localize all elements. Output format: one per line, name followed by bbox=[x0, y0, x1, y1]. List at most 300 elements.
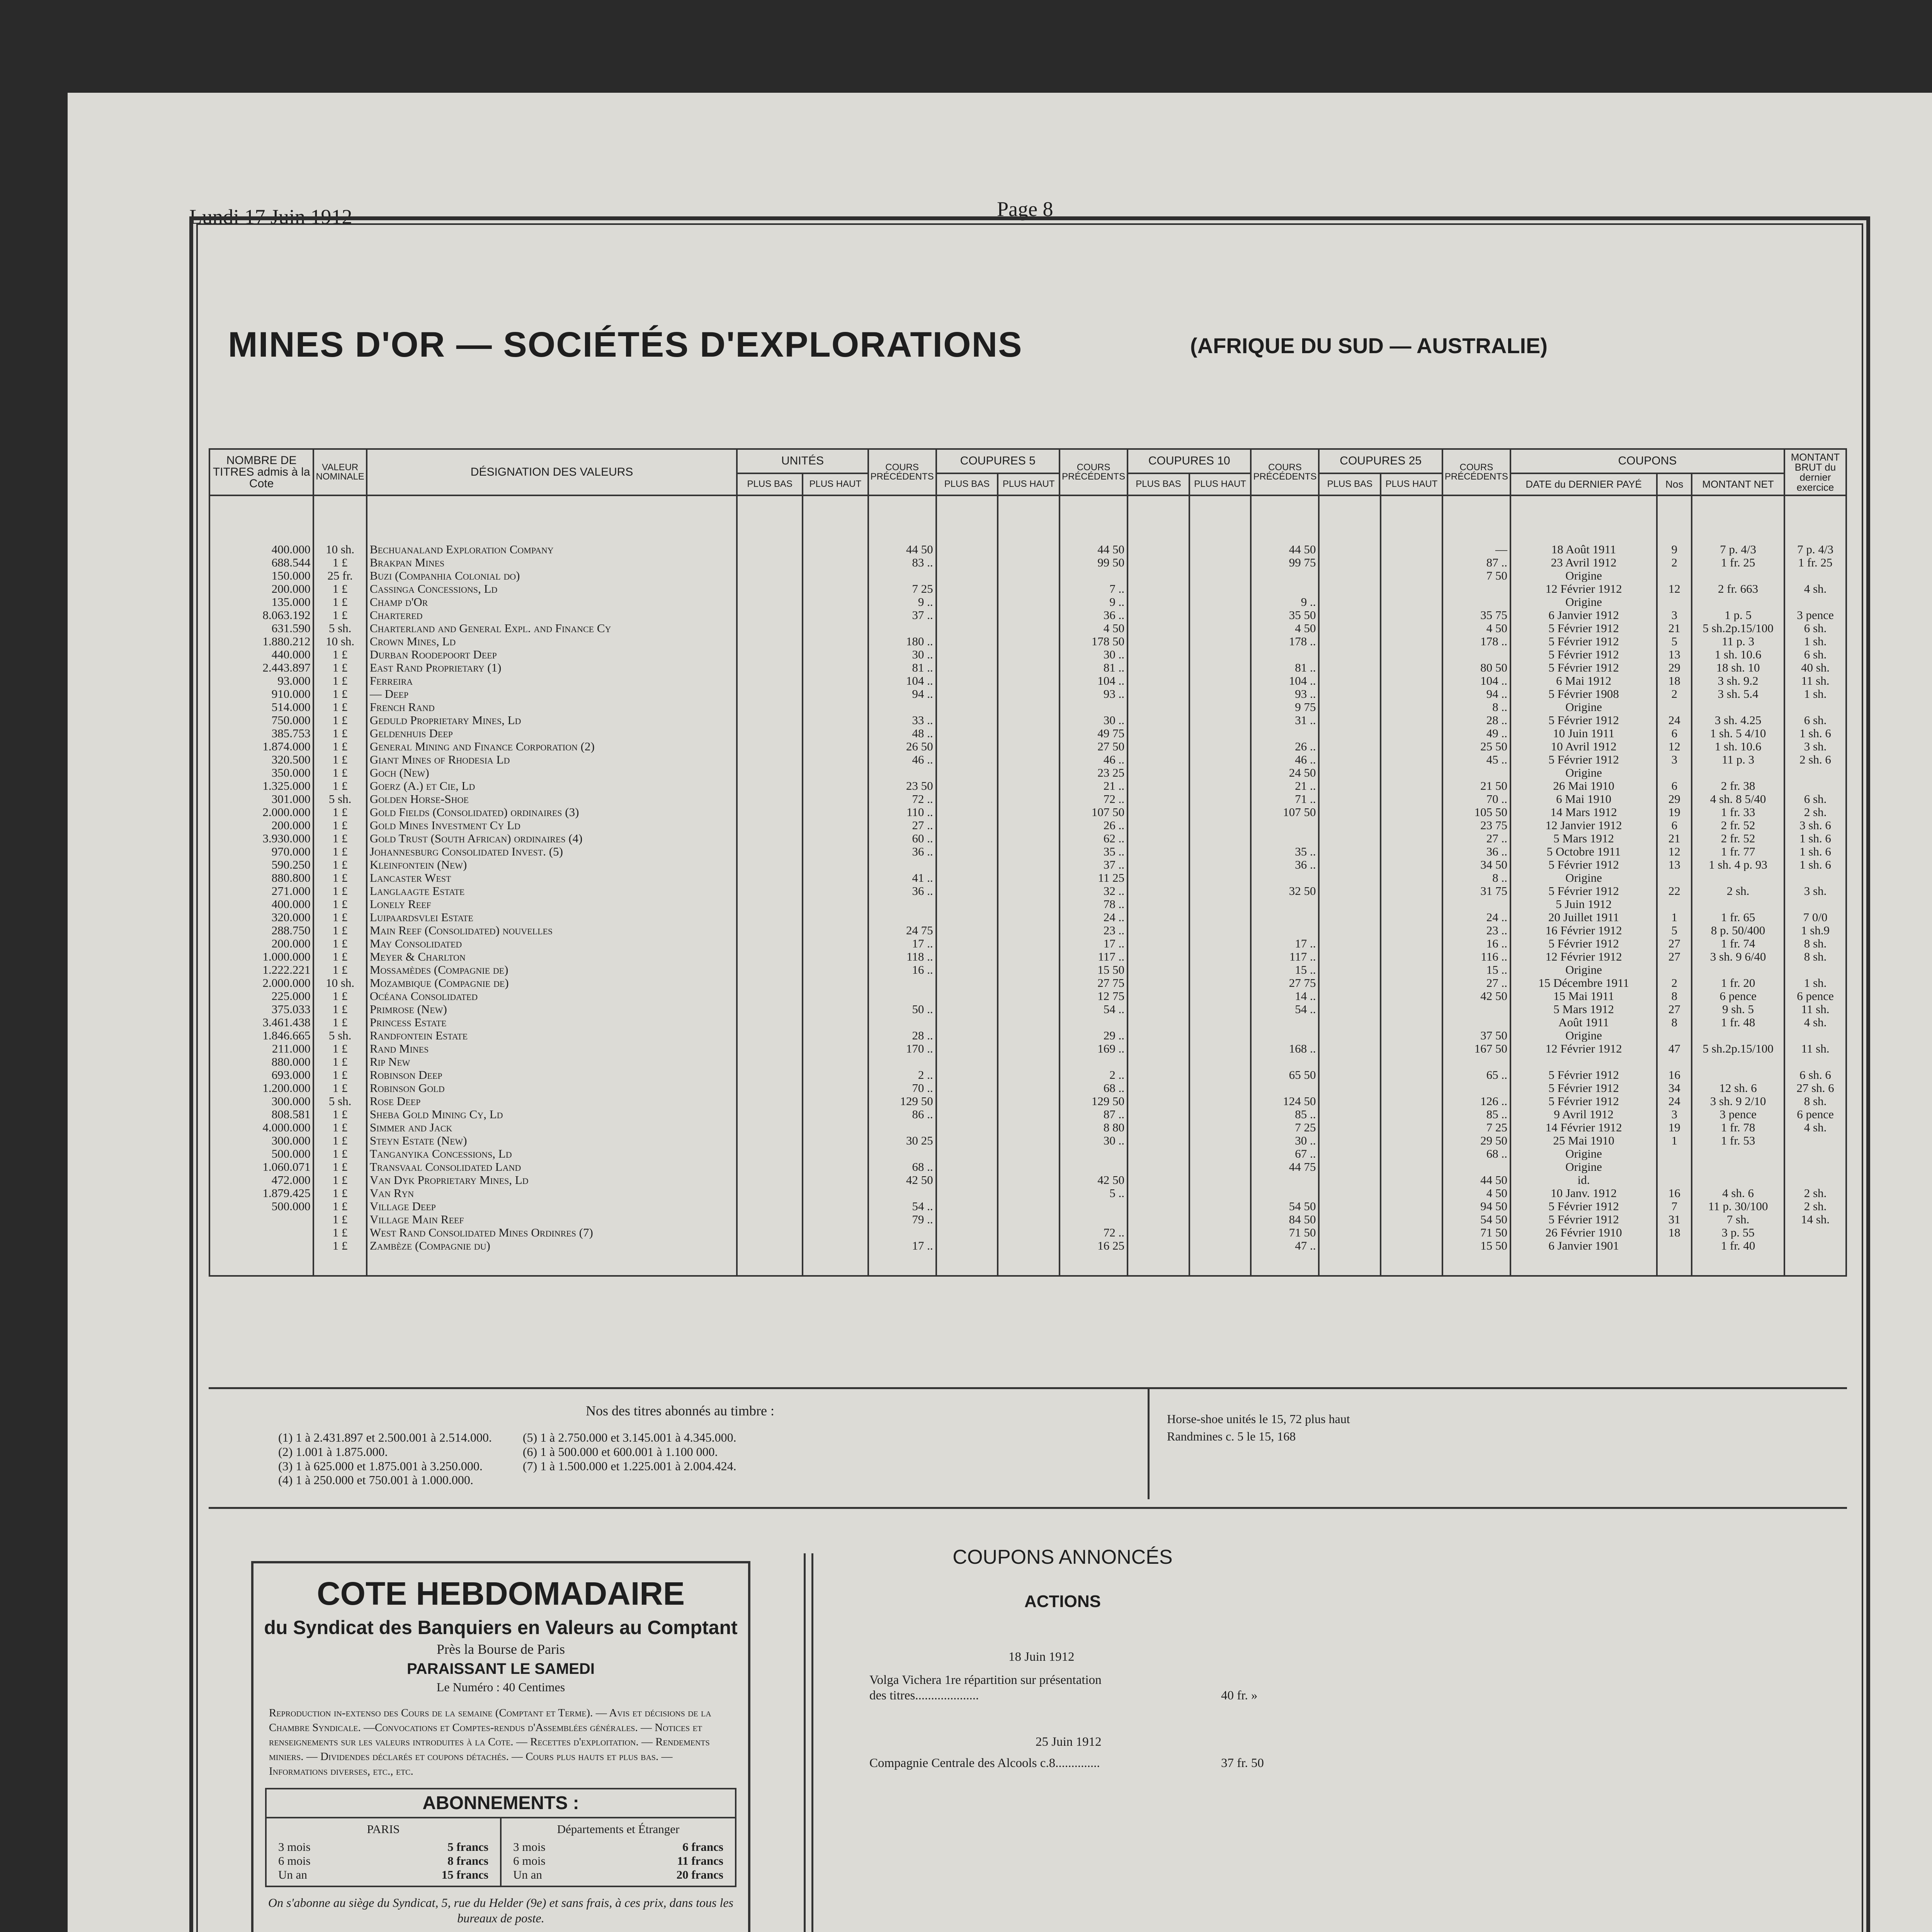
designation-cell: Crown Mines, Ld bbox=[367, 634, 737, 648]
unites-bas-cell bbox=[737, 1173, 803, 1186]
designation-cell: Buzi (Companhia Colonial do) bbox=[367, 569, 737, 582]
cours-cell: 129 50 bbox=[868, 1094, 936, 1107]
date-paye-cell: 5 Février 1912 bbox=[1510, 937, 1657, 950]
nombre-cell: 1.000.000 bbox=[209, 950, 313, 963]
abon-price: 5 francs bbox=[447, 1840, 488, 1854]
cours-cell: 17 .. bbox=[1251, 937, 1319, 950]
cours-cell: 28 .. bbox=[868, 1029, 936, 1042]
valeur-cell: 1 £ bbox=[313, 1186, 366, 1199]
unites-haut-cell bbox=[803, 1199, 868, 1213]
paris-heading: PARIS bbox=[367, 1822, 400, 1836]
cours-cell: 7 .. bbox=[1060, 582, 1128, 595]
cours-cell: 21 50 bbox=[1442, 779, 1510, 792]
cours-cell: 7 25 bbox=[868, 582, 936, 595]
montant-net-cell: 2 fr. 52 bbox=[1692, 818, 1784, 832]
cours-cell: 72 .. bbox=[868, 792, 936, 805]
unites-haut-cell bbox=[803, 1055, 868, 1068]
nombre-cell: 2.443.897 bbox=[209, 661, 313, 674]
c25-bas-cell bbox=[1319, 766, 1381, 779]
spacer-cell bbox=[1251, 495, 1319, 543]
c25-bas-cell bbox=[1319, 608, 1381, 621]
coupon-no-cell: 21 bbox=[1657, 621, 1692, 634]
unites-bas-cell bbox=[737, 858, 803, 871]
table-row bbox=[209, 832, 1846, 845]
coupon-no-cell bbox=[1657, 1173, 1692, 1186]
c25-haut-cell bbox=[1381, 976, 1442, 989]
c25-haut-cell bbox=[1381, 845, 1442, 858]
c25-bas-cell bbox=[1319, 1173, 1381, 1186]
unites-haut-cell bbox=[803, 582, 868, 595]
c5-haut-cell bbox=[998, 845, 1060, 858]
nombre-cell: 400.000 bbox=[209, 543, 313, 556]
unites-bas-cell bbox=[737, 950, 803, 963]
cours-cell: 35 50 bbox=[1251, 608, 1319, 621]
designation-cell: Gold Fields (Consolidated) ordinaires (3) bbox=[367, 805, 737, 818]
c10-haut-cell bbox=[1189, 963, 1251, 976]
valeur-cell: 1 £ bbox=[313, 1226, 366, 1239]
unites-bas-cell bbox=[737, 1002, 803, 1015]
date-paye-cell: id. bbox=[1510, 1173, 1657, 1186]
c25-bas-cell bbox=[1319, 634, 1381, 648]
c10-haut-cell bbox=[1189, 582, 1251, 595]
unites-haut-cell bbox=[803, 556, 868, 569]
cours-cell bbox=[1251, 1081, 1319, 1094]
cours-cell: 44 50 bbox=[1251, 543, 1319, 556]
valeur-cell: 1 £ bbox=[313, 726, 366, 740]
c5-bas-cell bbox=[936, 766, 998, 779]
c5-haut-cell bbox=[998, 779, 1060, 792]
departements-heading: Départements et Étranger bbox=[557, 1822, 680, 1836]
montant-brut-cell: 3 sh. 6 bbox=[1784, 818, 1846, 832]
c10-bas-cell bbox=[1128, 871, 1189, 884]
unites-haut-cell bbox=[803, 1186, 868, 1199]
unites-bas-cell bbox=[737, 1160, 803, 1173]
c10-bas-cell bbox=[1128, 661, 1189, 674]
valeur-cell: 1 £ bbox=[313, 858, 366, 871]
c5-haut-cell bbox=[998, 1068, 1060, 1081]
unites-haut-cell bbox=[803, 1226, 868, 1239]
c5-bas-cell bbox=[936, 700, 998, 713]
c5-bas-cell bbox=[936, 713, 998, 726]
c5-haut-cell bbox=[998, 1002, 1060, 1015]
designation-cell: — Deep bbox=[367, 687, 737, 700]
designation-cell: Van Dyk Proprietary Mines, Ld bbox=[367, 1173, 737, 1186]
c25-haut-cell bbox=[1381, 595, 1442, 608]
valeur-cell: 1 £ bbox=[313, 674, 366, 687]
designation-cell: Princess Estate bbox=[367, 1015, 737, 1029]
col-plus-bas: PLUS BAS bbox=[1319, 473, 1381, 495]
cours-cell: 67 .. bbox=[1251, 1147, 1319, 1160]
montant-net-cell bbox=[1692, 871, 1784, 884]
nombre-cell: 500.000 bbox=[209, 1199, 313, 1213]
cours-cell: 81 .. bbox=[1060, 661, 1128, 674]
coupon-no-cell: 6 bbox=[1657, 726, 1692, 740]
note-item: (2) 1.001 à 1.875.000. bbox=[278, 1444, 388, 1459]
montant-net-cell: 1 fr. 20 bbox=[1692, 976, 1784, 989]
spacer-cell bbox=[998, 495, 1060, 543]
nombre-cell bbox=[209, 1213, 313, 1226]
montant-brut-cell: 6 sh. bbox=[1784, 621, 1846, 634]
date-paye-cell: 14 Mars 1912 bbox=[1510, 805, 1657, 818]
c10-haut-cell bbox=[1189, 923, 1251, 937]
coupon-no-cell: 16 bbox=[1657, 1186, 1692, 1199]
c10-bas-cell bbox=[1128, 1042, 1189, 1055]
unites-bas-cell bbox=[737, 700, 803, 713]
montant-brut-cell: 6 sh. bbox=[1784, 792, 1846, 805]
cours-cell: 54 .. bbox=[1060, 1002, 1128, 1015]
c5-haut-cell bbox=[998, 818, 1060, 832]
table-row bbox=[209, 976, 1846, 989]
unites-haut-cell bbox=[803, 832, 868, 845]
montant-brut-cell: 27 sh. 6 bbox=[1784, 1081, 1846, 1094]
unites-haut-cell bbox=[803, 608, 868, 621]
cours-cell: 44 75 bbox=[1251, 1160, 1319, 1173]
date-paye-cell: 16 Février 1912 bbox=[1510, 923, 1657, 937]
c25-haut-cell bbox=[1381, 1173, 1442, 1186]
notes-heading: Nos des titres abonnés au timbre : bbox=[586, 1403, 774, 1418]
date-paye-cell: 5 Février 1908 bbox=[1510, 687, 1657, 700]
unites-haut-cell bbox=[803, 726, 868, 740]
c5-bas-cell bbox=[936, 1160, 998, 1173]
abonnements-title: ABONNEMENTS : bbox=[267, 1789, 735, 1818]
unites-haut-cell bbox=[803, 937, 868, 950]
c5-bas-cell bbox=[936, 1015, 998, 1029]
spacer-cell bbox=[209, 495, 313, 543]
c25-bas-cell bbox=[1319, 595, 1381, 608]
c25-bas-cell bbox=[1319, 1002, 1381, 1015]
c10-bas-cell bbox=[1128, 543, 1189, 556]
montant-net-cell: 5 sh.2p.15/100 bbox=[1692, 621, 1784, 634]
c5-haut-cell bbox=[998, 1160, 1060, 1173]
cours-cell: 23 .. bbox=[1060, 923, 1128, 937]
cours-cell: 93 .. bbox=[1251, 687, 1319, 700]
date-paye-cell: 14 Février 1912 bbox=[1510, 1121, 1657, 1134]
c25-bas-cell bbox=[1319, 1186, 1381, 1199]
c5-bas-cell bbox=[936, 1121, 998, 1134]
spacer-cell bbox=[1784, 495, 1846, 543]
nombre-cell: 350.000 bbox=[209, 766, 313, 779]
spacer-cell bbox=[1692, 1252, 1784, 1276]
c5-haut-cell bbox=[998, 661, 1060, 674]
nombre-cell: 93.000 bbox=[209, 674, 313, 687]
coupon-no-cell: 1 bbox=[1657, 910, 1692, 923]
date-paye-cell: 10 Avril 1912 bbox=[1510, 740, 1657, 753]
cours-cell: 35 .. bbox=[1060, 845, 1128, 858]
c10-haut-cell bbox=[1189, 1015, 1251, 1029]
cours-cell bbox=[1251, 910, 1319, 923]
table-row bbox=[209, 805, 1846, 818]
c5-bas-cell bbox=[936, 1226, 998, 1239]
cours-cell: 169 .. bbox=[1060, 1042, 1128, 1055]
cours-cell: 23 .. bbox=[1442, 923, 1510, 937]
c5-haut-cell bbox=[998, 832, 1060, 845]
cours-cell bbox=[1442, 595, 1510, 608]
c25-bas-cell bbox=[1319, 674, 1381, 687]
c25-haut-cell bbox=[1381, 608, 1442, 621]
designation-cell: Golden Horse-Shoe bbox=[367, 792, 737, 805]
c25-bas-cell bbox=[1319, 621, 1381, 634]
unites-bas-cell bbox=[737, 1147, 803, 1160]
c25-haut-cell bbox=[1381, 1029, 1442, 1042]
c25-haut-cell bbox=[1381, 818, 1442, 832]
montant-net-cell bbox=[1692, 569, 1784, 582]
note-item: (3) 1 à 625.000 et 1.875.001 à 3.250.000. bbox=[278, 1459, 483, 1473]
table-row bbox=[209, 582, 1846, 595]
cours-cell: 36 .. bbox=[868, 845, 936, 858]
c10-haut-cell bbox=[1189, 621, 1251, 634]
cours-cell: 94 50 bbox=[1442, 1199, 1510, 1213]
c5-bas-cell bbox=[936, 950, 998, 963]
cours-cell bbox=[1251, 818, 1319, 832]
date-paye-cell: 5 Février 1912 bbox=[1510, 1199, 1657, 1213]
cours-cell: 129 50 bbox=[1060, 1094, 1128, 1107]
cours-cell: 85 .. bbox=[1442, 1107, 1510, 1121]
valeur-cell: 10 sh. bbox=[313, 543, 366, 556]
c25-bas-cell bbox=[1319, 1107, 1381, 1121]
c5-haut-cell bbox=[998, 1029, 1060, 1042]
coupon-no-cell: 2 bbox=[1657, 687, 1692, 700]
c25-haut-cell bbox=[1381, 1081, 1442, 1094]
valeur-cell: 1 £ bbox=[313, 937, 366, 950]
cours-cell bbox=[868, 700, 936, 713]
spacer-cell bbox=[1442, 495, 1510, 543]
cours-cell: 30 25 bbox=[868, 1134, 936, 1147]
nombre-cell: 1.880.212 bbox=[209, 634, 313, 648]
page-date: Lundi 17 Juin 1912 bbox=[189, 205, 352, 228]
nombre-cell: 320.000 bbox=[209, 910, 313, 923]
cours-cell: 26 .. bbox=[1251, 740, 1319, 753]
montant-net-cell: 3 sh. 9 2/10 bbox=[1692, 1094, 1784, 1107]
table-row bbox=[209, 884, 1846, 897]
table-row bbox=[209, 1199, 1846, 1213]
c5-haut-cell bbox=[998, 1081, 1060, 1094]
c25-bas-cell bbox=[1319, 648, 1381, 661]
cours-cell bbox=[868, 1121, 936, 1134]
cours-cell: 7 50 bbox=[1442, 569, 1510, 582]
c10-haut-cell bbox=[1189, 543, 1251, 556]
cours-cell bbox=[1442, 1160, 1510, 1173]
cours-cell: 7 25 bbox=[1251, 1121, 1319, 1134]
c10-haut-cell bbox=[1189, 1029, 1251, 1042]
date-paye-cell: Origine bbox=[1510, 1147, 1657, 1160]
unites-bas-cell bbox=[737, 897, 803, 910]
cours-cell: 110 .. bbox=[868, 805, 936, 818]
designation-cell: Cassinga Concessions, Ld bbox=[367, 582, 737, 595]
c10-bas-cell bbox=[1128, 779, 1189, 792]
unites-bas-cell bbox=[737, 595, 803, 608]
c25-bas-cell bbox=[1319, 871, 1381, 884]
cours-cell: 30 .. bbox=[1060, 648, 1128, 661]
c5-haut-cell bbox=[998, 1055, 1060, 1068]
c5-haut-cell bbox=[998, 674, 1060, 687]
designation-cell: Goch (New) bbox=[367, 766, 737, 779]
cours-cell: 9 .. bbox=[1060, 595, 1128, 608]
montant-brut-cell bbox=[1784, 1134, 1846, 1147]
c10-bas-cell bbox=[1128, 950, 1189, 963]
unites-haut-cell bbox=[803, 818, 868, 832]
designation-cell: Meyer & Charlton bbox=[367, 950, 737, 963]
cours-cell: 2 .. bbox=[1060, 1068, 1128, 1081]
date-paye-cell: 5 Février 1912 bbox=[1510, 858, 1657, 871]
montant-brut-cell: 1 sh. bbox=[1784, 634, 1846, 648]
c5-bas-cell bbox=[936, 634, 998, 648]
designation-cell: Randfontein Estate bbox=[367, 1029, 737, 1042]
unites-bas-cell bbox=[737, 871, 803, 884]
table-row bbox=[209, 766, 1846, 779]
date-paye-cell: 6 Janvier 1901 bbox=[1510, 1239, 1657, 1252]
spacer-cell bbox=[1657, 495, 1692, 543]
c25-bas-cell bbox=[1319, 1029, 1381, 1042]
date-paye-cell: 5 Février 1912 bbox=[1510, 884, 1657, 897]
c5-haut-cell bbox=[998, 1199, 1060, 1213]
spacer-cell bbox=[367, 495, 737, 543]
coupon-no-cell: 3 bbox=[1657, 1107, 1692, 1121]
cours-cell: 21 .. bbox=[1251, 779, 1319, 792]
c10-haut-cell bbox=[1189, 897, 1251, 910]
cours-cell: 8 .. bbox=[1442, 700, 1510, 713]
cours-cell bbox=[868, 1147, 936, 1160]
unites-bas-cell bbox=[737, 766, 803, 779]
spacer-cell bbox=[1381, 495, 1442, 543]
unites-bas-cell bbox=[737, 569, 803, 582]
montant-brut-cell: 4 sh. bbox=[1784, 1015, 1846, 1029]
montant-brut-cell: 6 pence bbox=[1784, 1107, 1846, 1121]
table-row bbox=[209, 1121, 1846, 1134]
designation-cell: Mossamèdes (Compagnie de) bbox=[367, 963, 737, 976]
cours-cell: 68 .. bbox=[1442, 1147, 1510, 1160]
coupon-no-cell: 29 bbox=[1657, 792, 1692, 805]
cote-title: COTE HEBDOMADAIRE bbox=[316, 1575, 685, 1612]
c5-haut-cell bbox=[998, 595, 1060, 608]
c10-bas-cell bbox=[1128, 923, 1189, 937]
coupon-no-cell bbox=[1657, 766, 1692, 779]
c25-haut-cell bbox=[1381, 700, 1442, 713]
unites-bas-cell bbox=[737, 805, 803, 818]
c5-bas-cell bbox=[936, 740, 998, 753]
montant-net-cell: 1 fr. 40 bbox=[1692, 1239, 1784, 1252]
cours-cell bbox=[1442, 1015, 1510, 1029]
unites-haut-cell bbox=[803, 1134, 868, 1147]
cours-cell bbox=[1442, 766, 1510, 779]
nombre-cell: 910.000 bbox=[209, 687, 313, 700]
cours-cell: 117 .. bbox=[1060, 950, 1128, 963]
montant-brut-cell: 6 sh. bbox=[1784, 713, 1846, 726]
montant-brut-cell: 3 sh. bbox=[1784, 740, 1846, 753]
unites-bas-cell bbox=[737, 713, 803, 726]
date-paye-cell: 10 Juin 1911 bbox=[1510, 726, 1657, 740]
unites-bas-cell bbox=[737, 976, 803, 989]
table-row bbox=[209, 621, 1846, 634]
montant-brut-cell bbox=[1784, 569, 1846, 582]
table-row bbox=[209, 1002, 1846, 1015]
nombre-cell: 2.000.000 bbox=[209, 976, 313, 989]
c10-bas-cell bbox=[1128, 963, 1189, 976]
c10-haut-cell bbox=[1189, 871, 1251, 884]
spacer-cell bbox=[737, 495, 803, 543]
nombre-cell: 225.000 bbox=[209, 989, 313, 1002]
table-row bbox=[209, 1055, 1846, 1068]
cours-cell: 16 25 bbox=[1060, 1239, 1128, 1252]
cours-cell: 71 50 bbox=[1251, 1226, 1319, 1239]
c10-bas-cell bbox=[1128, 1226, 1189, 1239]
unites-bas-cell bbox=[737, 556, 803, 569]
designation-cell: Gold Trust (South African) ordinaires (4) bbox=[367, 832, 737, 845]
montant-brut-cell: 8 sh. bbox=[1784, 937, 1846, 950]
nombre-cell: 500.000 bbox=[209, 1147, 313, 1160]
valeur-cell: 1 £ bbox=[313, 845, 366, 858]
montant-brut-cell: 3 pence bbox=[1784, 608, 1846, 621]
spacer-cell bbox=[998, 1252, 1060, 1276]
valeur-cell: 1 £ bbox=[313, 1134, 366, 1147]
cours-cell: 36 .. bbox=[1251, 858, 1319, 871]
c10-bas-cell bbox=[1128, 1107, 1189, 1121]
coupon-no-cell: 16 bbox=[1657, 1068, 1692, 1081]
date-paye-cell: 23 Avril 1912 bbox=[1510, 556, 1657, 569]
c5-haut-cell bbox=[998, 989, 1060, 1002]
col-no: Nos bbox=[1657, 473, 1692, 495]
montant-brut-cell: 2 sh. 6 bbox=[1784, 753, 1846, 766]
cours-cell: 44 50 bbox=[1442, 1173, 1510, 1186]
cours-cell: 54 .. bbox=[868, 1199, 936, 1213]
nombre-cell: 271.000 bbox=[209, 884, 313, 897]
nombre-cell: 3.930.000 bbox=[209, 832, 313, 845]
c25-haut-cell bbox=[1381, 858, 1442, 871]
designation-cell: Charterland and General Expl. and Finance Cy bbox=[367, 621, 737, 634]
c5-bas-cell bbox=[936, 792, 998, 805]
c10-haut-cell bbox=[1189, 634, 1251, 648]
c5-haut-cell bbox=[998, 976, 1060, 989]
c25-haut-cell bbox=[1381, 556, 1442, 569]
designation-cell: Kleinfontein (New) bbox=[367, 858, 737, 871]
coupon-no-cell: 19 bbox=[1657, 805, 1692, 818]
montant-brut-cell bbox=[1784, 897, 1846, 910]
nombre-cell bbox=[209, 1239, 313, 1252]
c5-bas-cell bbox=[936, 595, 998, 608]
c5-haut-cell bbox=[998, 740, 1060, 753]
cours-cell: 26 50 bbox=[868, 740, 936, 753]
c5-bas-cell bbox=[936, 1134, 998, 1147]
date-paye-cell: Août 1911 bbox=[1510, 1015, 1657, 1029]
designation-cell: May Consolidated bbox=[367, 937, 737, 950]
date-paye-cell: Origine bbox=[1510, 1029, 1657, 1042]
cours-cell bbox=[1251, 582, 1319, 595]
c10-haut-cell bbox=[1189, 1107, 1251, 1121]
unites-bas-cell bbox=[737, 818, 803, 832]
c5-haut-cell bbox=[998, 687, 1060, 700]
coupon-no-cell: 12 bbox=[1657, 582, 1692, 595]
c25-bas-cell bbox=[1319, 1226, 1381, 1239]
c10-bas-cell bbox=[1128, 1081, 1189, 1094]
montant-net-cell bbox=[1692, 963, 1784, 976]
c5-bas-cell bbox=[936, 779, 998, 792]
cours-cell: 32 50 bbox=[1251, 884, 1319, 897]
nombre-cell: 472.000 bbox=[209, 1173, 313, 1186]
nombre-cell: 440.000 bbox=[209, 648, 313, 661]
coupon-value: 40 fr. » bbox=[1221, 1689, 1258, 1702]
spacer-cell bbox=[313, 495, 366, 543]
montant-net-cell bbox=[1692, 595, 1784, 608]
c5-haut-cell bbox=[998, 871, 1060, 884]
c10-bas-cell bbox=[1128, 740, 1189, 753]
spacer-row bbox=[209, 495, 1846, 543]
cours-cell: 27 .. bbox=[1442, 976, 1510, 989]
unites-haut-cell bbox=[803, 884, 868, 897]
nombre-cell: 1.874.000 bbox=[209, 740, 313, 753]
cours-cell bbox=[868, 569, 936, 582]
c25-haut-cell bbox=[1381, 1015, 1442, 1029]
designation-cell: Sheba Gold Mining Cy, Ld bbox=[367, 1107, 737, 1121]
c5-bas-cell bbox=[936, 582, 998, 595]
